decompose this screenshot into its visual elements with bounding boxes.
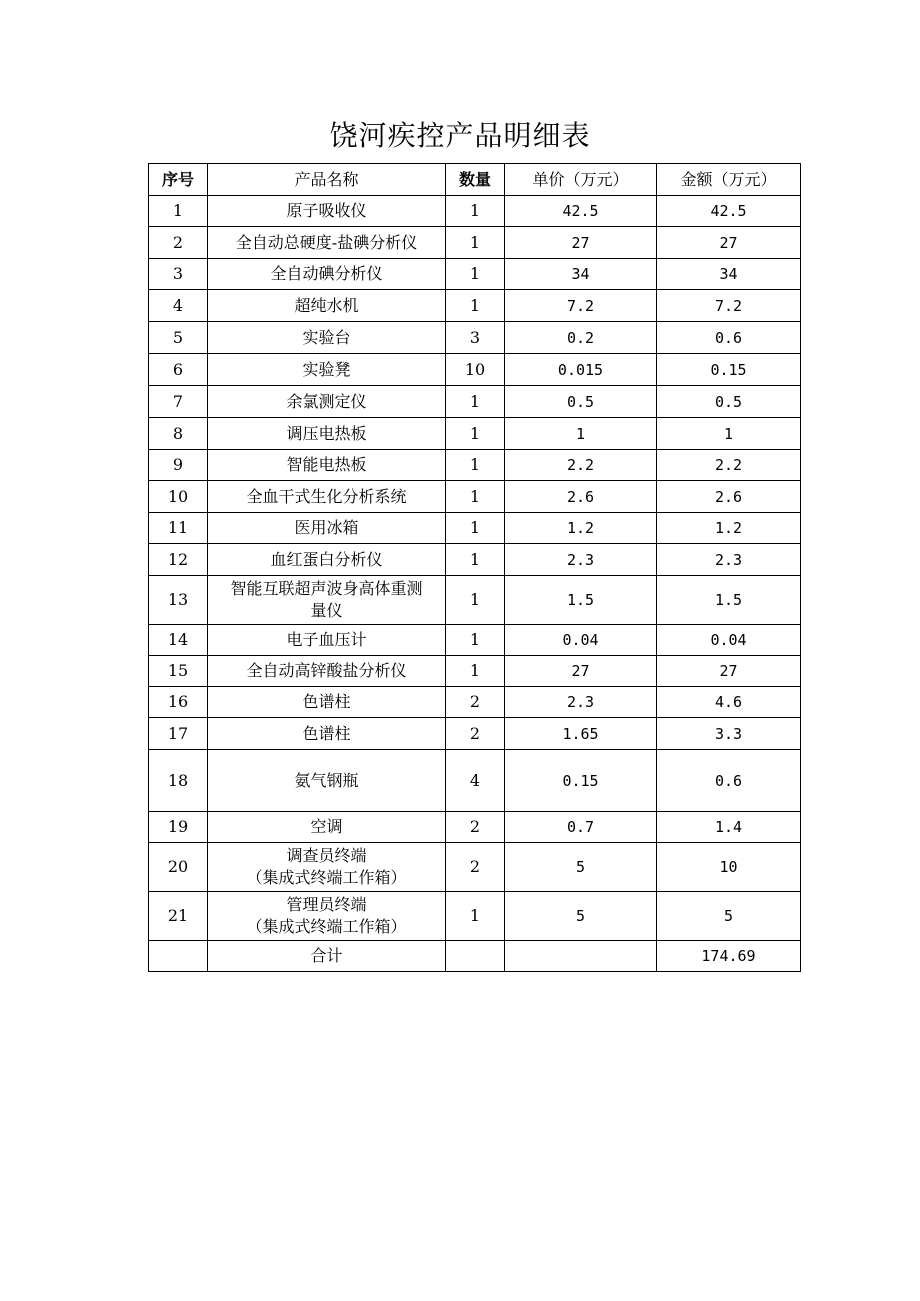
header-unit-price: 单价（万元）	[505, 164, 657, 196]
row-amount: 3.3	[657, 718, 801, 750]
row-qty: 1	[446, 418, 505, 450]
row-index: 2	[149, 227, 208, 259]
row-qty: 1	[446, 656, 505, 687]
row-name: 色谱柱	[208, 718, 446, 750]
table-row	[149, 196, 801, 227]
total-unit-price-cell	[505, 941, 657, 972]
row-name: 全血干式生化分析系统	[208, 481, 446, 513]
row-amount: 1	[657, 418, 801, 450]
table-row	[149, 322, 801, 354]
row-amount: 0.15	[657, 354, 801, 386]
row-unit-price: 5	[505, 843, 657, 892]
product-table	[148, 163, 801, 972]
row-qty: 3	[446, 322, 505, 354]
table-row	[149, 481, 801, 513]
row-index: 6	[149, 354, 208, 386]
table-row	[149, 892, 801, 941]
row-qty: 1	[446, 290, 505, 322]
table-row	[149, 843, 801, 892]
row-qty: 1	[446, 386, 505, 418]
row-unit-price: 0.5	[505, 386, 657, 418]
row-index: 14	[149, 625, 208, 656]
row-index: 8	[149, 418, 208, 450]
row-qty: 1	[446, 481, 505, 513]
row-unit-price: 0.2	[505, 322, 657, 354]
row-index: 19	[149, 812, 208, 843]
row-amount: 27	[657, 656, 801, 687]
table-row	[149, 812, 801, 843]
row-amount: 34	[657, 259, 801, 290]
document-title: 饶河疾控产品明细表	[329, 119, 591, 152]
row-unit-price: 27	[505, 656, 657, 687]
row-unit-price: 27	[505, 227, 657, 259]
row-index: 10	[149, 481, 208, 513]
table-row	[149, 290, 801, 322]
table-row	[149, 354, 801, 386]
row-amount: 2.2	[657, 450, 801, 481]
row-unit-price: 42.5	[505, 196, 657, 227]
table-row	[149, 227, 801, 259]
row-name: 调压电热板	[208, 418, 446, 450]
row-amount: 5	[657, 892, 801, 941]
row-name: 余氯测定仪	[208, 386, 446, 418]
row-qty: 2	[446, 687, 505, 718]
row-qty: 1	[446, 450, 505, 481]
header-index: 序号	[149, 164, 208, 196]
row-unit-price: 1.2	[505, 513, 657, 544]
table-row	[149, 386, 801, 418]
row-unit-price: 7.2	[505, 290, 657, 322]
table-row	[149, 418, 801, 450]
row-name: 全自动总硬度-盐碘分析仪	[208, 227, 446, 259]
row-amount: 1.4	[657, 812, 801, 843]
row-amount: 1.5	[657, 576, 801, 625]
row-qty: 1	[446, 625, 505, 656]
row-amount: 42.5	[657, 196, 801, 227]
row-name: 全自动高锌酸盐分析仪	[208, 656, 446, 687]
row-index: 20	[149, 843, 208, 892]
row-amount: 0.04	[657, 625, 801, 656]
row-amount: 10	[657, 843, 801, 892]
row-index: 9	[149, 450, 208, 481]
header-row	[149, 164, 801, 196]
row-qty: 10	[446, 354, 505, 386]
row-name: 实验凳	[208, 354, 446, 386]
row-unit-price: 0.15	[505, 750, 657, 812]
row-index: 16	[149, 687, 208, 718]
row-name: 智能电热板	[208, 450, 446, 481]
row-qty: 2	[446, 843, 505, 892]
total-row	[149, 941, 801, 972]
row-index: 13	[149, 576, 208, 625]
header-amount: 金额（万元）	[657, 164, 801, 196]
row-index: 3	[149, 259, 208, 290]
table-row	[149, 750, 801, 812]
row-amount: 4.6	[657, 687, 801, 718]
row-index: 17	[149, 718, 208, 750]
row-amount: 0.6	[657, 322, 801, 354]
row-index: 18	[149, 750, 208, 812]
row-qty: 2	[446, 812, 505, 843]
row-unit-price: 2.3	[505, 544, 657, 576]
row-name: 电子血压计	[208, 625, 446, 656]
table-row	[149, 513, 801, 544]
row-qty: 1	[446, 544, 505, 576]
total-index-cell	[149, 941, 208, 972]
row-qty: 1	[446, 892, 505, 941]
row-qty: 4	[446, 750, 505, 812]
table-row	[149, 656, 801, 687]
table-row	[149, 576, 801, 625]
row-name: 实验台	[208, 322, 446, 354]
row-unit-price: 1.5	[505, 576, 657, 625]
row-amount: 27	[657, 227, 801, 259]
row-unit-price: 2.2	[505, 450, 657, 481]
row-amount: 7.2	[657, 290, 801, 322]
row-index: 5	[149, 322, 208, 354]
row-unit-price: 0.7	[505, 812, 657, 843]
row-index: 12	[149, 544, 208, 576]
row-unit-price: 2.3	[505, 687, 657, 718]
table-row	[149, 625, 801, 656]
row-unit-price: 2.6	[505, 481, 657, 513]
table-row	[149, 450, 801, 481]
row-index: 4	[149, 290, 208, 322]
header-qty: 数量	[446, 164, 505, 196]
row-name: 智能互联超声波身高体重测 量仪	[208, 576, 446, 625]
row-qty: 1	[446, 196, 505, 227]
row-unit-price: 0.015	[505, 354, 657, 386]
row-unit-price: 34	[505, 259, 657, 290]
row-index: 15	[149, 656, 208, 687]
total-qty-cell	[446, 941, 505, 972]
row-name: 全自动碘分析仪	[208, 259, 446, 290]
row-unit-price: 1.65	[505, 718, 657, 750]
table-row	[149, 718, 801, 750]
row-name: 超纯水机	[208, 290, 446, 322]
row-index: 21	[149, 892, 208, 941]
row-amount: 1.2	[657, 513, 801, 544]
row-qty: 1	[446, 576, 505, 625]
row-name: 管理员终端 （集成式终端工作箱）	[208, 892, 446, 941]
row-index: 7	[149, 386, 208, 418]
row-name: 原子吸收仪	[208, 196, 446, 227]
row-name: 医用冰箱	[208, 513, 446, 544]
row-unit-price: 0.04	[505, 625, 657, 656]
row-name: 氨气钢瓶	[208, 750, 446, 812]
row-name: 色谱柱	[208, 687, 446, 718]
row-qty: 1	[446, 227, 505, 259]
row-qty: 2	[446, 718, 505, 750]
header-name: 产品名称	[208, 164, 446, 196]
row-amount: 2.3	[657, 544, 801, 576]
row-name: 调查员终端 （集成式终端工作箱）	[208, 843, 446, 892]
row-amount: 0.5	[657, 386, 801, 418]
row-name: 空调	[208, 812, 446, 843]
table-row	[149, 259, 801, 290]
row-amount: 2.6	[657, 481, 801, 513]
row-index: 11	[149, 513, 208, 544]
row-qty: 1	[446, 259, 505, 290]
row-unit-price: 1	[505, 418, 657, 450]
row-qty: 1	[446, 513, 505, 544]
row-name: 血红蛋白分析仪	[208, 544, 446, 576]
table-row	[149, 687, 801, 718]
total-label: 合计	[208, 941, 446, 972]
total-amount: 174.69	[657, 941, 801, 972]
row-unit-price: 5	[505, 892, 657, 941]
row-amount: 0.6	[657, 750, 801, 812]
row-index: 1	[149, 196, 208, 227]
table-row	[149, 544, 801, 576]
